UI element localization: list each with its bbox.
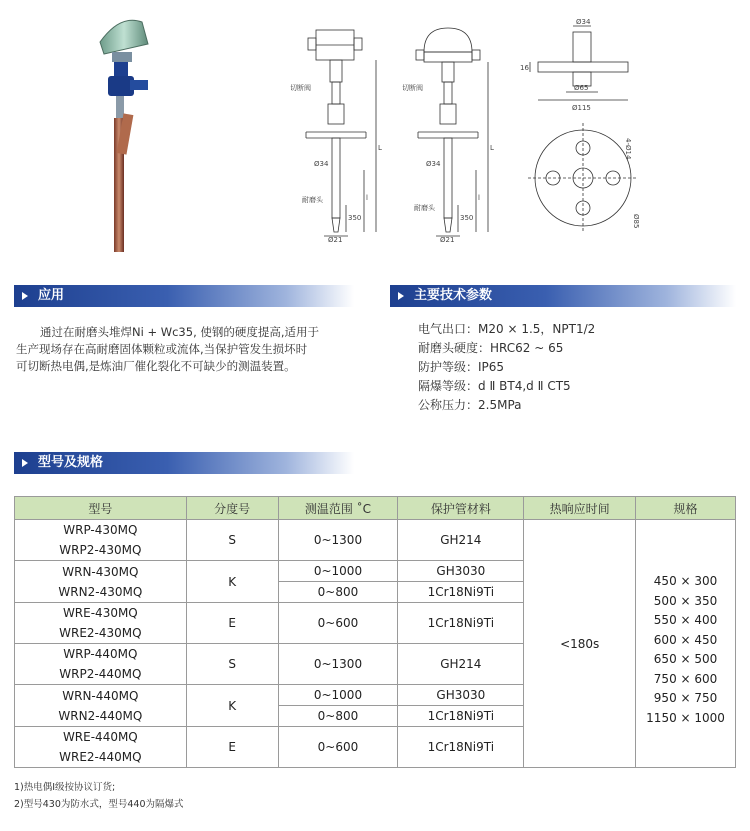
spec-row xyxy=(418,320,595,339)
table-header-row xyxy=(15,497,736,520)
size-item: 550 × 400 xyxy=(653,613,718,627)
footnote: 1)热电偶Ⅰ级按协议订货; xyxy=(14,782,116,793)
range-cell: 0~600 xyxy=(278,603,398,644)
drawing-label: Ø21 xyxy=(440,236,455,244)
model-name: WRE2-430MQ xyxy=(59,626,142,640)
model-name: WRE2-440MQ xyxy=(59,750,142,764)
range-cell: 0~600 xyxy=(278,727,398,768)
model-cell xyxy=(15,685,187,727)
material-cell: 1Cr18Ni9Ti xyxy=(398,727,524,768)
spec-row xyxy=(418,377,595,396)
spec-row xyxy=(418,339,595,358)
size-item: 500 × 350 xyxy=(653,593,718,608)
application-text xyxy=(16,324,361,375)
column-header: 分度号 xyxy=(186,497,278,520)
drawing-label: Ø65 xyxy=(574,84,589,92)
model-name: WRN-440MQ xyxy=(62,688,139,703)
application-header xyxy=(14,285,354,307)
drawing-label: 切断阀 xyxy=(290,84,311,92)
drawing-label: L xyxy=(378,144,382,152)
graduation-cell: E xyxy=(186,727,278,768)
specs-list xyxy=(418,320,595,415)
model-name: WRP2-440MQ xyxy=(59,667,142,681)
model-cell xyxy=(15,644,187,685)
drawing-label: Ø34 xyxy=(576,18,591,26)
model-name: WRN-430MQ xyxy=(62,564,139,579)
drawing-label: Ø115 xyxy=(572,104,591,112)
drawing-label: 16 xyxy=(520,64,529,72)
material-cell: GH214 xyxy=(398,520,524,561)
footnotes xyxy=(14,779,184,813)
model-name: WRN2-440MQ xyxy=(58,708,143,723)
range-cell: 0~800 xyxy=(278,582,398,603)
response-time-cell: <180s xyxy=(524,520,636,768)
chevron-right-icon xyxy=(22,459,28,467)
range-cell: 0~1000 xyxy=(278,685,398,706)
section-title: 主要技术参数 xyxy=(414,288,493,303)
spec-value: M20 × 1.5，NPT1/2 xyxy=(478,322,596,336)
drawing-label: 耐磨头 xyxy=(302,196,323,204)
application-line: 生产现场存在高耐磨固体颗粒或流体,当保护管发生损坏时 xyxy=(16,342,308,356)
model-name: WRE-430MQ xyxy=(62,606,138,620)
size-item: 450 × 300 xyxy=(653,574,718,588)
spec-key: 隔爆等级： xyxy=(418,379,479,393)
size-item: 750 × 600 xyxy=(653,671,718,686)
model-name: WRP-430MQ xyxy=(63,523,138,537)
column-header: 规格 xyxy=(636,497,736,520)
model-cell xyxy=(15,603,187,644)
material-cell: 1Cr18Ni9Ti xyxy=(398,706,524,727)
section-title: 应用 xyxy=(38,288,65,303)
spec-key: 电气出口： xyxy=(418,322,479,336)
range-cell: 0~1000 xyxy=(278,561,398,582)
graduation-cell: S xyxy=(186,520,278,561)
model-cell xyxy=(15,727,187,768)
graduation-cell: S xyxy=(186,644,278,685)
model-cell xyxy=(15,561,187,603)
spec-value: IP65 xyxy=(478,360,505,374)
spec-value: HRC62 ~ 65 xyxy=(490,341,564,355)
spec-row xyxy=(418,358,595,377)
drawing-label: Ø34 xyxy=(314,160,329,168)
spec-key: 防护等级： xyxy=(418,360,479,374)
drawing-label: 350 xyxy=(348,214,362,222)
application-line: 可切断热电偶,是炼油厂催化裂化不可缺少的测温装置。 xyxy=(16,359,296,373)
material-cell: 1Cr18Ni9Ti xyxy=(398,603,524,644)
specs-header xyxy=(390,285,736,307)
material-cell: GH214 xyxy=(398,644,524,685)
column-header: 型号 xyxy=(15,497,187,520)
drawing-label: Ø34 xyxy=(426,160,441,168)
drawing-label: 4-Ø14 xyxy=(624,138,632,160)
spec-key: 公称压力： xyxy=(418,398,479,412)
material-cell: 1Cr18Ni9Ti xyxy=(398,582,524,603)
models-table xyxy=(14,496,736,768)
model-cell xyxy=(15,520,187,561)
model-name: WRN2-430MQ xyxy=(58,584,143,599)
size-item: 650 × 500 xyxy=(653,652,718,666)
material-cell: GH3030 xyxy=(398,685,524,706)
chevron-right-icon xyxy=(398,292,404,300)
model-name: WRE-440MQ xyxy=(62,730,138,744)
material-cell: GH3030 xyxy=(398,561,524,582)
models-header xyxy=(14,452,354,474)
thermocouple-photo xyxy=(90,14,180,254)
size-item: 1150 × 1000 xyxy=(646,710,725,725)
graduation-cell: K xyxy=(186,685,278,727)
column-header: 热响应时间 xyxy=(524,497,636,520)
drawing-label: 切断阀 xyxy=(402,84,423,92)
drawing-430-type xyxy=(288,20,388,245)
range-cell: 0~1300 xyxy=(278,644,398,685)
size-item: 600 × 450 xyxy=(653,632,718,647)
drawing-label: 350 xyxy=(460,214,474,222)
drawing-440-type xyxy=(400,20,500,245)
model-name: WRP2-430MQ xyxy=(59,543,142,557)
column-header: 保护管材料 xyxy=(398,497,524,520)
spec-value: d Ⅱ BT4,d Ⅱ CT5 xyxy=(478,379,571,393)
section-title: 型号及规格 xyxy=(38,455,104,470)
range-cell: 0~800 xyxy=(278,706,398,727)
drawing-label: Ø85 xyxy=(632,214,640,229)
graduation-cell: E xyxy=(186,603,278,644)
sizes-cell xyxy=(636,520,736,768)
model-name: WRP-440MQ xyxy=(63,647,138,661)
footnote: 2)型号430为防水式，型号440为隔爆式 xyxy=(14,799,184,810)
drawing-label: l xyxy=(478,194,480,202)
spec-value: 2.5MPa xyxy=(478,398,522,412)
chevron-right-icon xyxy=(22,292,28,300)
flange-drawing xyxy=(518,18,648,243)
spec-row xyxy=(418,396,595,415)
size-item: 950 × 750 xyxy=(653,691,718,705)
application-line: 通过在耐磨头堆焊Ni + Wc35, 使钢的硬度提高,适用于 xyxy=(40,325,320,339)
column-header: 测温范围 ˚C xyxy=(278,497,398,520)
range-cell: 0~1300 xyxy=(278,520,398,561)
drawing-label: Ø21 xyxy=(328,236,343,244)
drawing-label: 耐磨头 xyxy=(414,204,435,212)
drawing-label: L xyxy=(490,144,494,152)
spec-key: 耐磨头硬度： xyxy=(418,341,491,355)
drawing-label: l xyxy=(366,194,368,202)
graduation-cell: K xyxy=(186,561,278,603)
